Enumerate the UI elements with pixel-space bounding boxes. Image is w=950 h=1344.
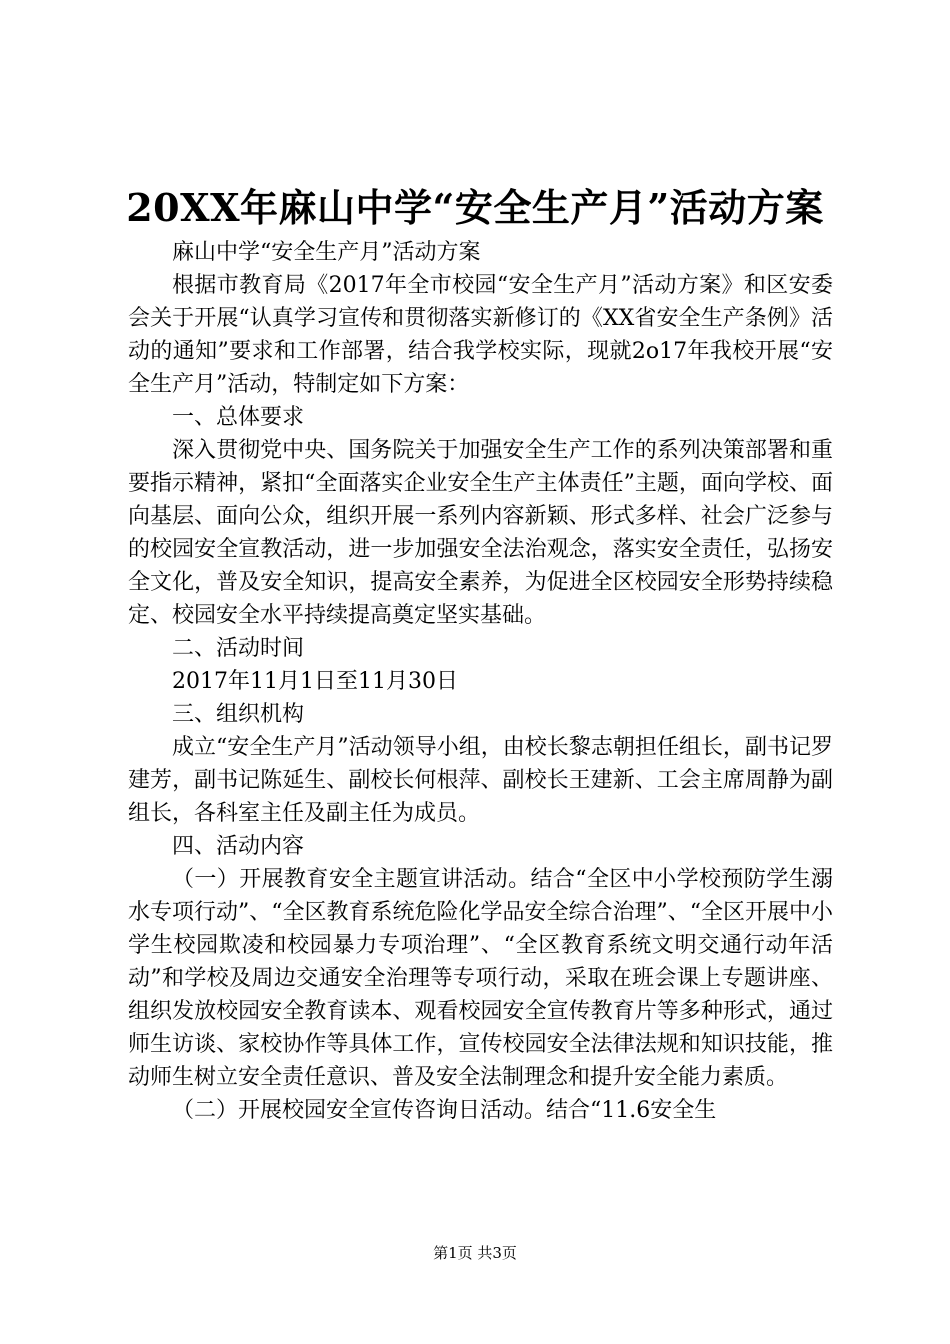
activity-content-item-2: （二）开展校园安全宣传咨询日活动。结合“11.6安全生 [172,1098,717,1123]
subtitle-paragraph: 麻山中学“安全生产月”活动方案 [172,240,481,265]
organization-paragraph: 成立“安全生产月”活动领导小组，由校长黎志朝担任组长，副书记罗建芳，副书记陈延生、副校长何根萍、副校长王建新、工会主席周静为副组长，各科室主任及副主任为成员。 [128,735,833,826]
general-requirements-paragraph: 深入贯彻党中央、国务院关于加强安全生产工作的系列决策部署和重要指示精神，紧扣“全面落实企业安全生产主体责任”主题，面向学校、面向基层、面向公众，组织开展一系列内容新颖、形式多样、社会广泛参与的校园安全宣教活动，进一步加强安全法治观念，落实安全责任，弘扬安全文化，普及安全知识，提高安全素养，为促进全区校园安全形势持续稳定、校园安全水平持续提高奠定坚实基础。 [128,438,833,628]
document-body [128,236,833,1127]
section-heading-activity-content: 四、活动内容 [172,834,305,859]
section-heading-general-requirements: 一、总体要求 [172,405,305,430]
activity-content-item-1: （一）开展教育安全主题宣讲活动。结合“全区中小学校预防学生溺水专项行动”、“全区教育系统危险化学品安全综合治理”、“全区开展中小学生校园欺凌和校园暴力专项治理”、“全区教育系统文明交通行动年活动”和学校及周边交通安全治理等专项行动，采取在班会课上专题讲座、组织发放校园安全教育读本、观看校园安全宣传教育片等多种形式，通过师生访谈、家校协作等具体工作，宣传校园安全法律法规和知识技能，推动师生树立安全责任意识、普及安全法制理念和提升安全能力素质。 [128,867,833,1090]
section-heading-organization: 三、组织机构 [172,702,305,727]
section-heading-activity-time: 二、活动时间 [172,636,305,661]
page-footer: 第1页 共3页 [433,1244,517,1262]
activity-time-paragraph: 2017年11月1日至11月30日 [172,669,458,694]
document-title: 20XX年麻山中学“安全生产月”活动方案 [126,185,824,230]
intro-paragraph: 根据市教育局《2017年全市校园“安全生产月”活动方案》和区安委会关于开展“认真学习宣传和贯彻落实新修订的《XX省安全生产条例》活动的通知”要求和工作部署，结合我学校实际，现就2o17年我校开展“安全生产月”活动，特制定如下方案： [128,273,833,397]
